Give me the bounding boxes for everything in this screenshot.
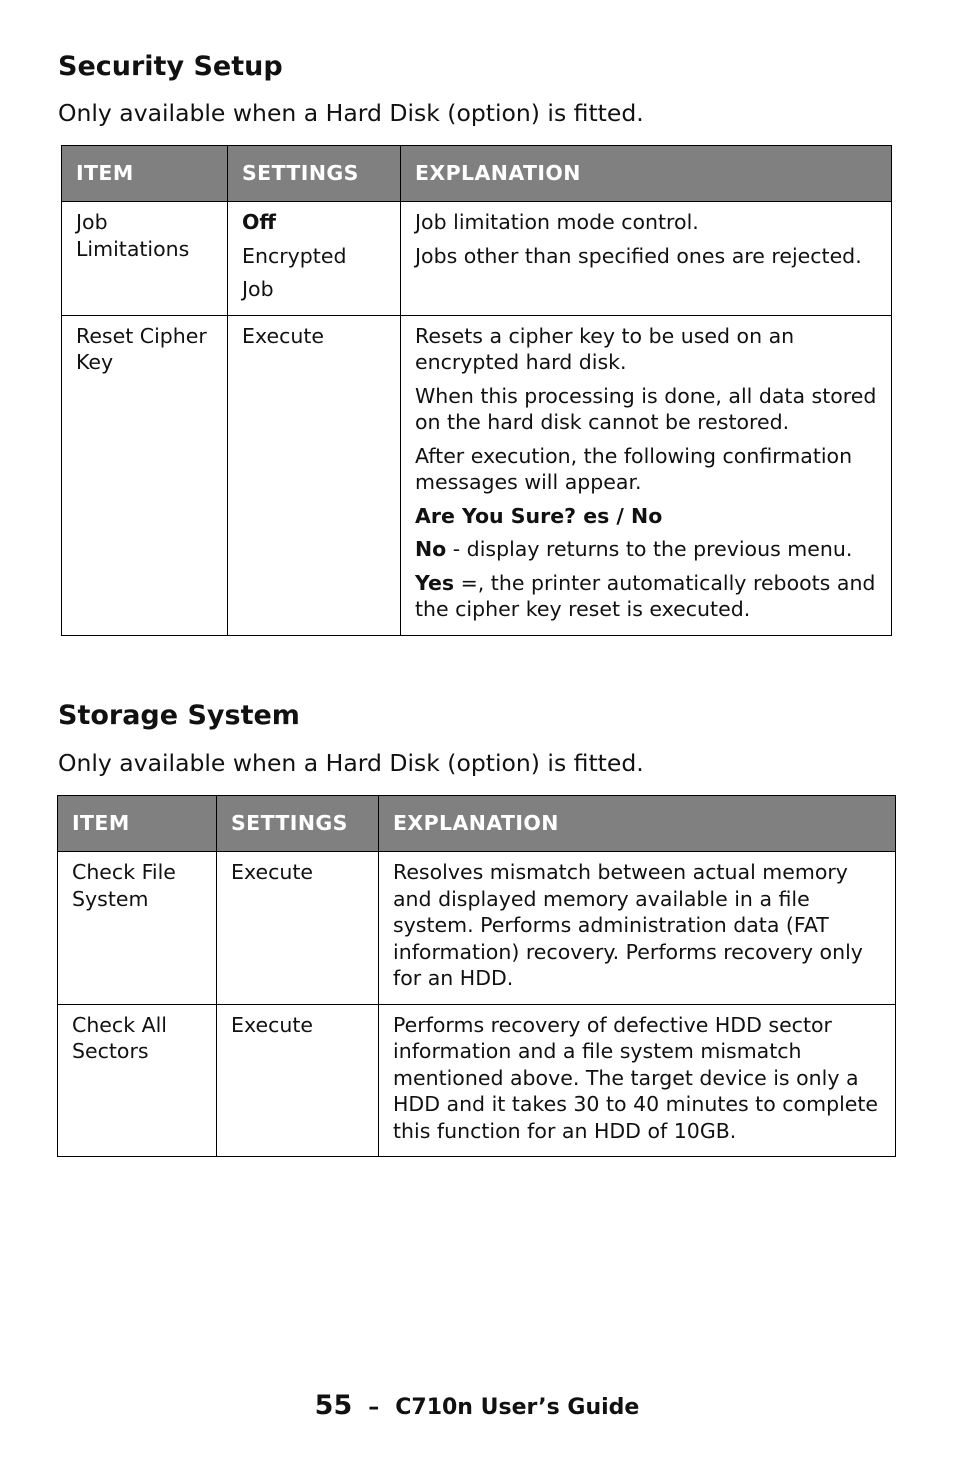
settings-cell (217, 852, 379, 1005)
item-cell (58, 1004, 217, 1157)
item-cell (62, 315, 228, 635)
settings-cell (217, 1004, 379, 1157)
header-settings: SETTINGS (217, 796, 379, 852)
security-setup-intro: Only available when a Hard Disk (option) is fitted. (58, 99, 644, 127)
storage-system-intro: Only available when a Hard Disk (option) is fitted. (58, 749, 644, 777)
guide-title: C710n User’s Guide (395, 1395, 640, 1420)
page-number: 55 (314, 1390, 353, 1421)
table-row (58, 1004, 896, 1157)
setting-execute: Execute (242, 323, 324, 348)
item-reset-cipher-key: Reset Cipher Key (76, 323, 207, 374)
setting-execute: Execute (231, 860, 313, 884)
explanation-paragraph: When this processing is done, all data stored on the hard disk cannot be restored. (415, 383, 877, 434)
explanation-text: Resolves mismatch between actual memory and displayed memory available in a file system. Performs administration data (FAT information) recovery. Performs recovery only for an HDD. (393, 860, 863, 990)
table-header-row (62, 146, 892, 202)
item-check-all-sectors: Check All Sectors (72, 1012, 167, 1063)
settings-cell (228, 202, 401, 316)
footer-separator: – (368, 1395, 380, 1420)
explanation-paragraph: Jobs other than specified ones are rejected. (415, 243, 862, 268)
storage-system-title: Storage System (58, 700, 300, 731)
settings-cell (228, 315, 401, 635)
setting-encrypted: Encrypted (242, 243, 347, 268)
yes-option-paragraph (415, 570, 877, 623)
table-row (62, 315, 892, 635)
header-item: ITEM (58, 796, 217, 852)
table-row (58, 852, 896, 1005)
yes-text: =, the printer automatically reboots and the cipher key reset is executed. (415, 570, 876, 621)
security-setup-table (61, 145, 892, 636)
explanation-cell (379, 852, 896, 1005)
header-item: ITEM (62, 146, 228, 202)
explanation-paragraph: After execution, the following confirmation messages will appear. (415, 443, 853, 494)
yes-label: Yes (415, 570, 455, 595)
security-setup-title: Security Setup (58, 51, 283, 82)
header-explanation: EXPLANATION (379, 796, 896, 852)
explanation-paragraph: Resets a cipher key to be used on an encrypted hard disk. (415, 323, 795, 374)
explanation-text: Performs recovery of defective HDD sector information and a file system mismatch mentioned above. The target device is only a HDD and it takes 30 to 40 minutes to complete this function for an HDD of 10GB. (393, 1012, 879, 1143)
explanation-cell (401, 315, 892, 635)
table-row (62, 202, 892, 316)
no-text: - display returns to the previous menu. (446, 537, 853, 561)
explanation-cell (379, 1004, 896, 1157)
no-label: No (415, 537, 447, 561)
setting-off: Off (242, 210, 277, 234)
storage-system-table (57, 795, 896, 1157)
item-cell (62, 202, 228, 316)
confirmation-message: Are You Sure? es / No (415, 503, 663, 528)
item-job-limitations: Job Limitations (76, 210, 190, 261)
setting-execute: Execute (231, 1012, 313, 1037)
item-cell (58, 852, 217, 1005)
explanation-paragraph: Job limitation mode control. (415, 210, 699, 234)
table-header-row (58, 796, 896, 852)
page-footer (0, 1390, 954, 1421)
header-explanation: EXPLANATION (401, 146, 892, 202)
item-check-file-system: Check File System (72, 860, 176, 911)
setting-job: Job (242, 277, 274, 301)
no-option-paragraph (415, 536, 877, 563)
header-settings: SETTINGS (228, 146, 401, 202)
explanation-cell (401, 202, 892, 316)
